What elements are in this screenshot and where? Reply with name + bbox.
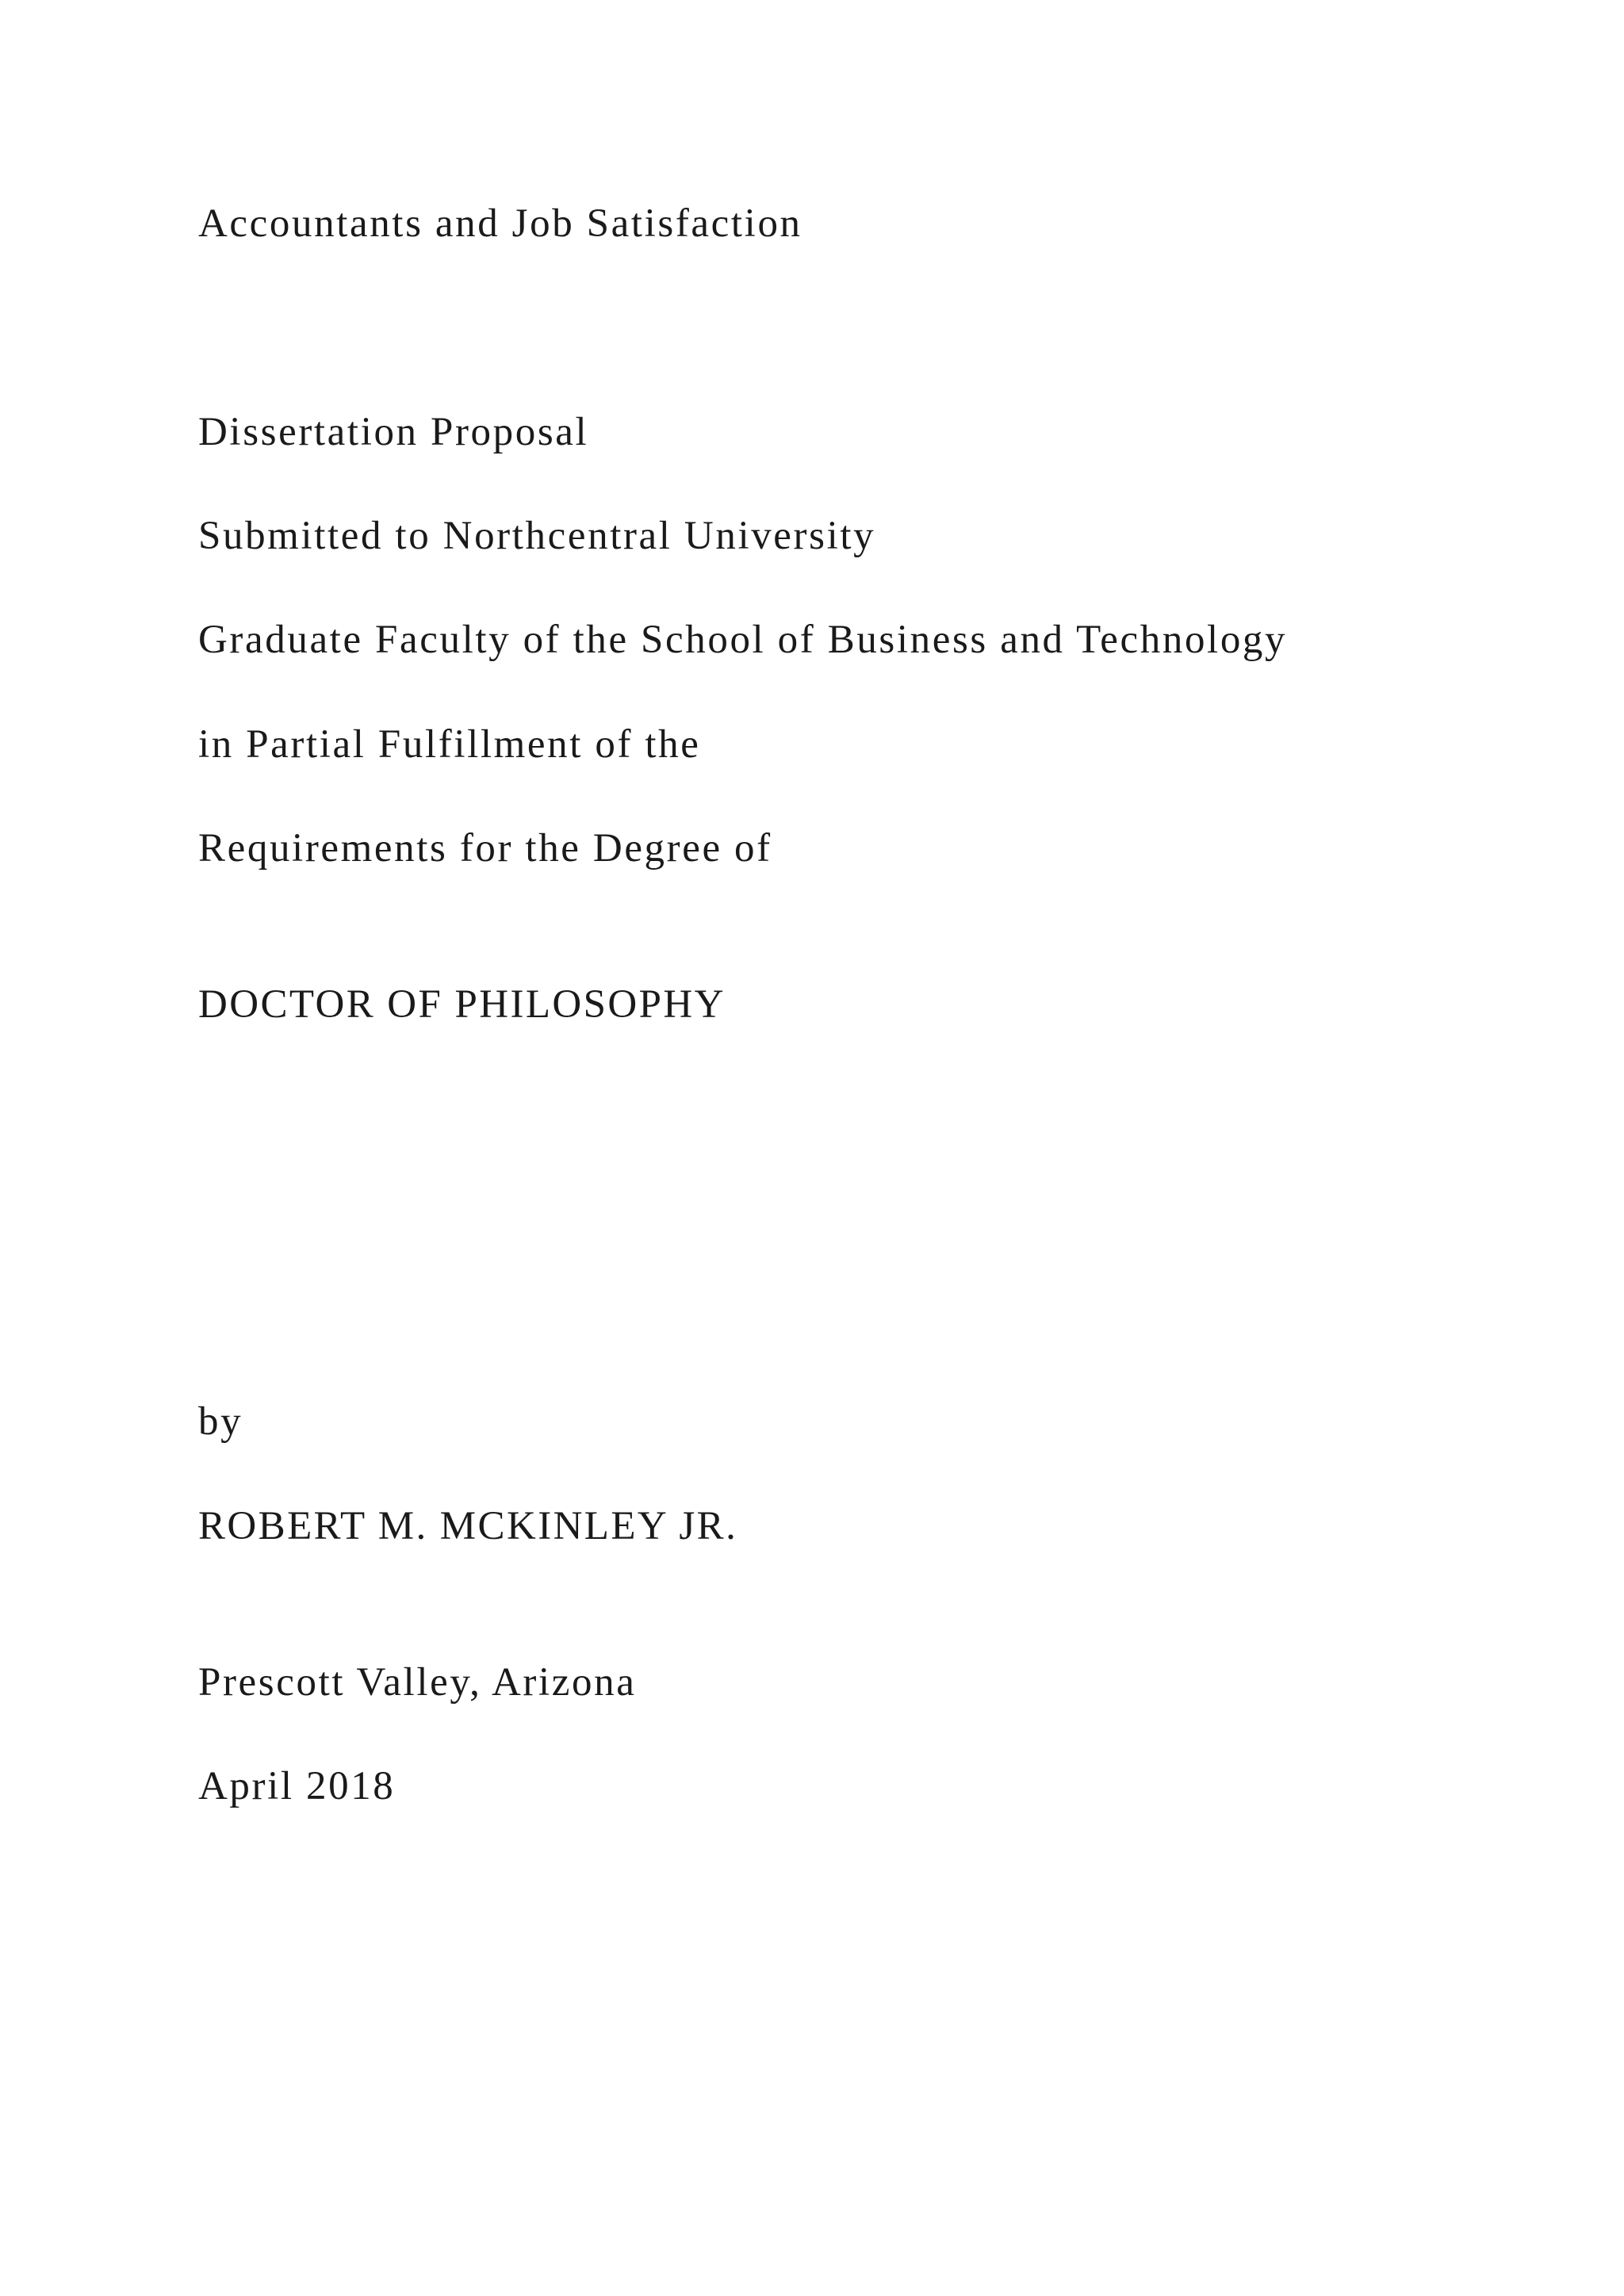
location-line: Prescott Valley, Arizona — [198, 1660, 637, 1705]
author-name: ROBERT M. MCKINLEY JR. — [198, 1504, 738, 1548]
by-line: by — [198, 1399, 243, 1444]
submitted-to-line: Submitted to Northcentral University — [198, 514, 876, 558]
date-line: April 2018 — [198, 1764, 396, 1808]
document-type: Dissertation Proposal — [198, 410, 589, 454]
degree-line: DOCTOR OF PHILOSOPHY — [198, 982, 726, 1027]
dissertation-title: Accountants and Job Satisfaction — [198, 201, 802, 246]
fulfillment-line: in Partial Fulfillment of the — [198, 722, 701, 767]
requirements-line: Requirements for the Degree of — [198, 826, 772, 871]
faculty-line: Graduate Faculty of the School of Business and Technology — [198, 618, 1288, 662]
